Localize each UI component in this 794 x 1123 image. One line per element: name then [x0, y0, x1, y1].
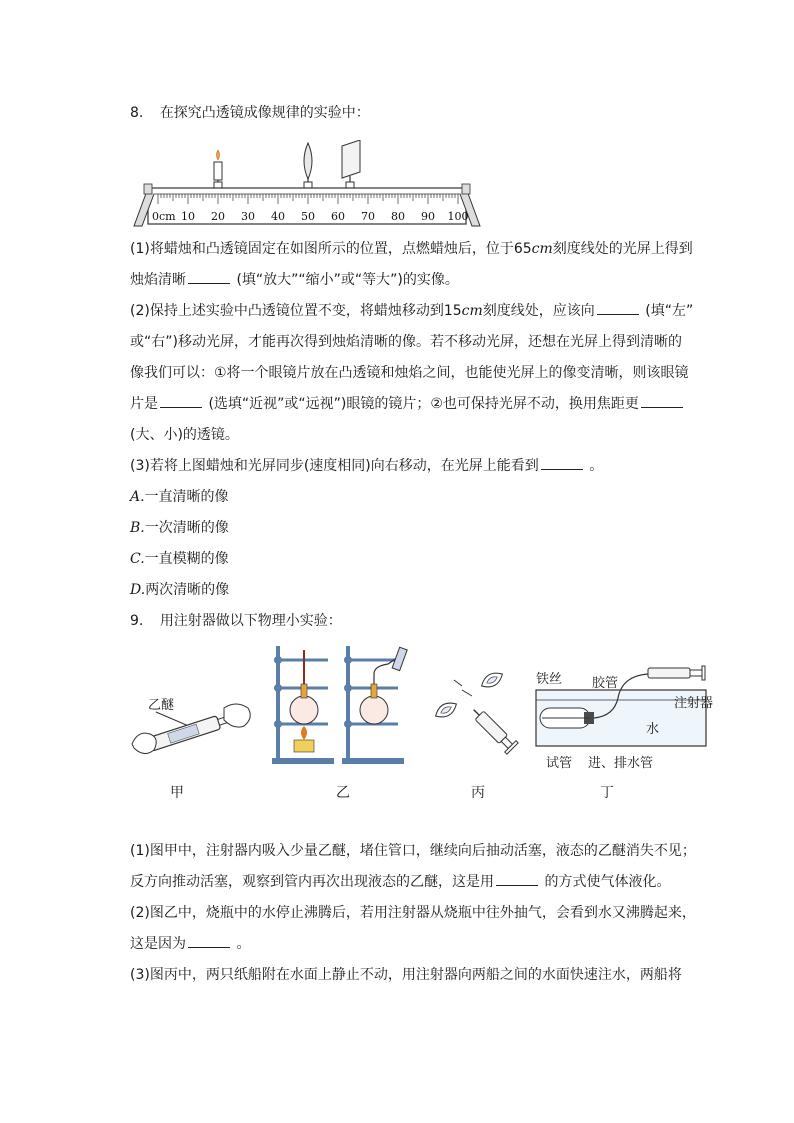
optical-bench-figure	[128, 140, 488, 230]
light-screen-icon	[342, 140, 360, 188]
caption-ding: 丁	[600, 785, 614, 801]
q9-header	[130, 611, 342, 631]
q9-stem: 用注射器做以下物理小实验：	[159, 613, 342, 629]
answer-blank	[597, 302, 639, 315]
ruler-tick-label: 100	[447, 210, 469, 223]
option-b: B.一次清晰的像	[130, 520, 229, 536]
q8-number: 8.	[130, 105, 144, 121]
label-ether: 乙醚	[148, 698, 175, 713]
q8-stem: 在探究凸透镜成像规律的实验中：	[159, 105, 370, 121]
q9-part2-line2: 这是因为 。	[130, 936, 251, 952]
syringe-icon	[468, 704, 518, 754]
ruler-tick-label: 90	[421, 210, 435, 223]
q9-number: 9.	[130, 613, 144, 629]
syringe-icon	[648, 666, 705, 680]
label-water: 水	[646, 722, 660, 737]
q8-part2-line1: (2)保持上述实验中凸透镜位置不变，将蜡烛移动到15cm刻度线处，应该向 (填“左”	[130, 303, 694, 319]
q9-part2-line1: (2)图乙中，烧瓶中的水停止沸腾后，若用注射器从烧瓶中往外抽气，会看到水又沸腾起来，	[130, 905, 696, 921]
iron-stand-right	[342, 646, 407, 764]
figure-yi-flasks	[268, 640, 418, 770]
candle-icon	[214, 150, 222, 188]
q8-part2-line2: 或“右”)移动光屏，才能再次得到烛焰清晰的像。若不移动光屏，还想在光屏上得到清晰的	[130, 334, 682, 350]
label-drain: 进、排水管	[588, 756, 654, 771]
q9-part1-line1: (1)图甲中，注射器内吸入少量乙醚，堵住管口，继续向后抽动活塞，液态的乙醚消失不见；	[130, 843, 696, 859]
q8-part2-line5: (大、小)的透镜。	[130, 427, 239, 443]
option-c: C.一直模糊的像	[130, 551, 229, 567]
answer-blank	[641, 395, 683, 408]
boat-icon-top	[479, 669, 506, 691]
ruler-tick-label: 40	[271, 210, 285, 223]
ruler-tick-label: 0cm	[152, 210, 176, 223]
answer-blank	[541, 457, 583, 470]
answer-blank	[188, 271, 230, 284]
q8-part1-line1: (1)将蜡烛和凸透镜固定在如图所示的位置，点燃蜡烛后，位于65cm刻度线处的光屏上得到	[130, 241, 693, 257]
ruler-tick-label: 10	[181, 210, 195, 223]
q8-part1-line2: 烛焰清晰 (填“放大”“缩小”或“等大”)的实像。	[130, 272, 459, 288]
answer-blank	[188, 935, 230, 948]
ruler-tick-label: 30	[241, 210, 255, 223]
q8-part2-line4: 片是 (选填“近视”或“远视”)眼镜的镜片；②也可保持光屏不动，换用焦距更	[130, 394, 685, 414]
boat-icon-left	[433, 699, 460, 721]
q8-part3: (3)若将上图蜡烛和光屏同步(速度相同)向右移动，在光屏上能看到 。	[130, 458, 604, 474]
ruler-tick-label: 80	[391, 210, 405, 223]
q9-part1-line2: 反方向推动活塞，观察到管内再次出现液态的乙醚，这是用 的方式使气体液化。	[130, 874, 671, 890]
answer-blank	[160, 395, 202, 408]
option-a: A.一直清晰的像	[130, 489, 229, 505]
caption-jia: 甲	[170, 785, 184, 801]
label-wire: 铁丝	[536, 672, 563, 687]
q9-part3-line1: (3)图丙中，两只纸船附在水面上静止不动，用注射器向两船之间的水面快速注水，两船将	[130, 967, 682, 983]
convex-lens-icon	[304, 143, 312, 188]
figure-bing-boats	[422, 660, 522, 760]
answer-blank	[496, 873, 538, 886]
caption-yi: 乙	[336, 785, 350, 801]
label-syringe: 注射器	[674, 696, 714, 711]
q8-part2-line3: 像我们可以：①将一个眼镜片放在凸透镜和烛焰之间，也能使光屏上的像变清晰，则该眼镜	[130, 365, 689, 381]
ruler-tick-label: 70	[361, 210, 375, 223]
ruler-tick-label: 50	[301, 210, 315, 223]
q8-header	[130, 103, 370, 123]
option-d: D.两次清晰的像	[130, 582, 230, 598]
ruler-tick-label: 20	[211, 210, 225, 223]
caption-bing: 丙	[471, 785, 485, 801]
ruler-tick-label: 60	[331, 210, 345, 223]
label-tube: 试管	[546, 756, 573, 771]
label-hose: 胶管	[592, 676, 619, 691]
iron-stand-left	[272, 646, 334, 764]
